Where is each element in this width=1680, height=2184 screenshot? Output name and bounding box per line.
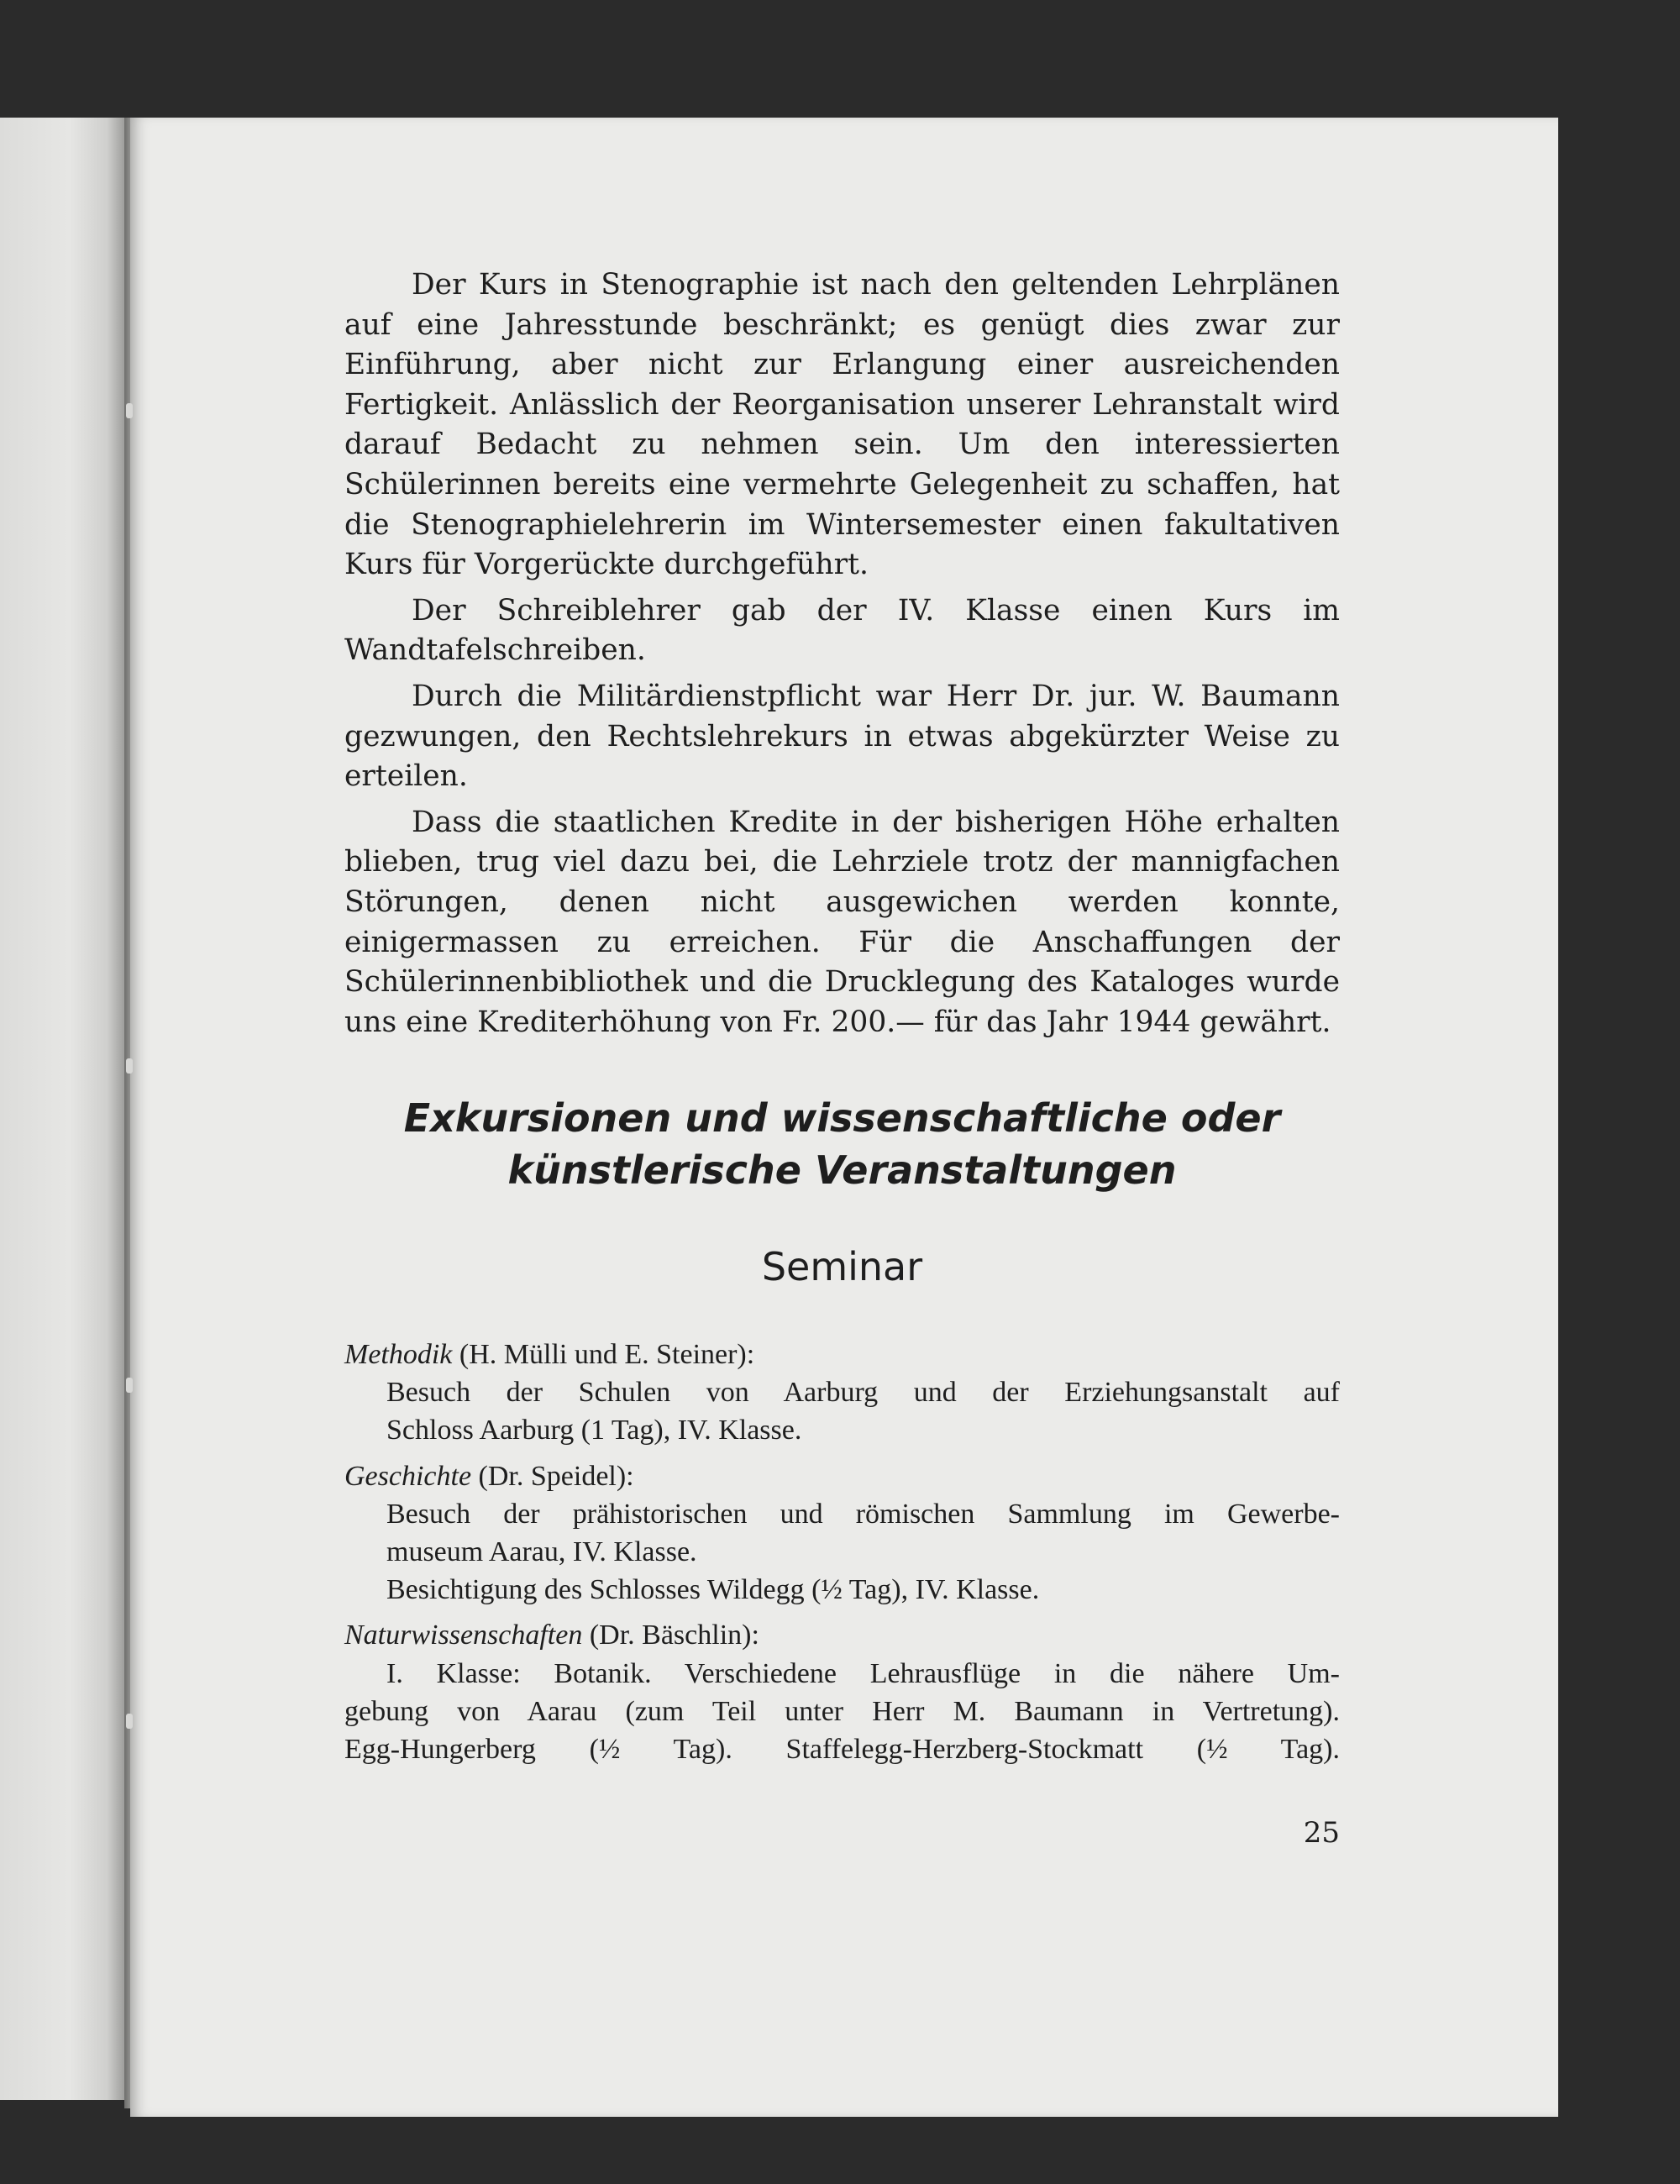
entry-heading xyxy=(344,1336,1340,1373)
entry-line: museum Aarau, IV. Klasse. xyxy=(386,1536,697,1568)
binding-stitch xyxy=(126,1058,133,1074)
entry-heading xyxy=(344,1457,1340,1495)
paragraph: Der Kurs in Stenographie ist nach den geltenden Lehrplänen auf eine Jahresstunde beschränkt; es genügt dies zwar zur Einführung, aber nicht zur Erlangung einer ausreichenden Fertigkeit. Anlässlich der Reorganisation unserer Lehranstalt wird darauf Bedacht zu nehmen sein. Um den interessierten Schülerinnen bereits eine vermehrte Gelegenheit zu schaffen, hat die Stenographielehrerin im Wintersemester einen fakultativen Kurs für Vorgerückte durchgeführt. xyxy=(344,268,1340,582)
entry-subject: Methodik xyxy=(344,1339,453,1370)
entry-line: Egg-Hungerberg (½ Tag). Staffelegg-Herzberg-Stockmatt (½ Tag). xyxy=(344,1734,1340,1766)
binding-stitch xyxy=(126,403,133,418)
facing-page-edge xyxy=(0,118,126,2100)
entry-line: gebung von Aarau (zum Teil unter Herr M. Baumann in Vertretung). xyxy=(344,1695,1340,1727)
entry-teachers: (Dr. Bäschlin): xyxy=(589,1620,759,1651)
entry-teachers: (Dr. Speidel): xyxy=(478,1460,634,1492)
entry-body xyxy=(344,1655,1340,1769)
page-number: 25 xyxy=(1303,1816,1340,1850)
entry-heading xyxy=(344,1616,1340,1654)
paragraph: Der Schreiblehrer gab der IV. Klasse einen Kurs im Wandtafelschreiben. xyxy=(344,593,1340,668)
entry-line: Besuch der prähistorischen und römischen Sammlung im Gewerbe- xyxy=(386,1498,1340,1530)
entry-line: Besichtigung des Schlosses Wildegg (½ Tag), IV. Klasse. xyxy=(386,1574,1040,1606)
paragraph: Dass die staatlichen Kredite in der bisherigen Höhe erhalten blieben, trug viel dazu bei, die Lehrziele trotz der mannigfachen Störungen, denen nicht ausgewichen werden konnte, einigermassen zu erreichen. Für die Anschaffungen der Schülerinnenbibliothek und die Drucklegung des Kataloges wurde uns eine Krediterhöhung von Fr. 200.— für das Jahr 1944 gewährt. xyxy=(344,805,1340,1039)
entry-subject: Geschichte xyxy=(344,1460,472,1492)
subsection-heading: Seminar xyxy=(761,1244,923,1289)
entry-line: Schloss Aarburg (1 Tag), IV. Klasse. xyxy=(386,1415,802,1446)
section-heading-line: Exkursionen und wissenschaftliche oder xyxy=(403,1095,1281,1141)
entry-body xyxy=(344,1495,1340,1609)
entry-line: I. Klasse: Botanik. Verschiedene Lehrausflüge in die nähere Um- xyxy=(386,1657,1340,1689)
entry-teachers: (H. Mülli und E. Steiner): xyxy=(459,1339,755,1370)
entry-body xyxy=(344,1373,1340,1449)
section-heading xyxy=(344,1092,1340,1196)
body-text xyxy=(344,265,1340,1048)
excursion-list xyxy=(344,1336,1340,1776)
paragraph: Durch die Militärdienstpflicht war Herr Dr. jur. W. Baumann gezwungen, den Rechtslehrekurs in etwas abgekürzter Weise zu erteilen. xyxy=(344,679,1340,794)
binding-stitch xyxy=(126,1714,133,1729)
binding-stitch xyxy=(126,1378,133,1393)
section-heading-line: künstlerische Veranstaltungen xyxy=(507,1147,1177,1193)
entry-line: Besuch der Schulen von Aarburg und der Erziehungsanstalt auf xyxy=(386,1377,1340,1409)
entry-subject: Naturwissenschaften xyxy=(344,1620,583,1651)
